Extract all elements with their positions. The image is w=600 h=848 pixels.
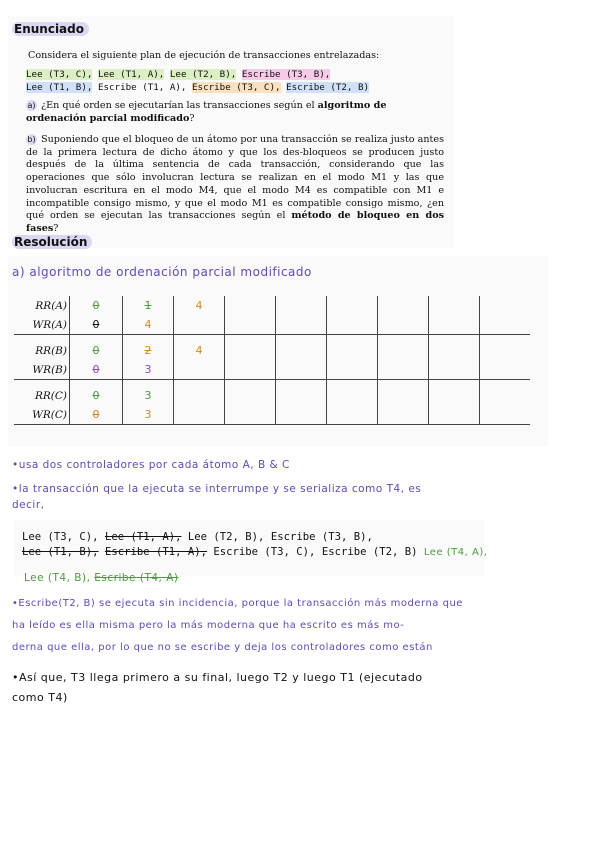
note-interrupt: •la transacción que la ejecuta se interrumpe y se serializa como T4, es decir,: [12, 483, 422, 511]
op: Lee (T3, C),: [22, 531, 99, 543]
op-added: Lee (T4, A),: [423, 547, 488, 558]
table-row: RR(C) 0 3: [14, 386, 530, 405]
op: Escribe (T2, B): [321, 546, 418, 558]
op: Escribe (T2, B): [286, 82, 370, 93]
question-marker: a): [27, 101, 36, 110]
operation-sequence: [26, 68, 446, 94]
table-row: WR(C) 0 3: [14, 405, 530, 425]
note-escribe: •Escribe(T2, B) se ejecuta sin incidencia, porque la transacción más moderna que ha leído es ella misma pero la más moderna que ha escrito es más mo- derna que ella, por lo que no se escribe y deja los controladores como están: [12, 598, 463, 653]
op: Escribe (T3, B),: [241, 69, 331, 80]
resolucion-heading: Resolución: [12, 235, 92, 249]
rewritten-sequence: [22, 530, 592, 560]
table-row: WR(A) 0 4: [14, 315, 530, 335]
op: Lee (T2, B),: [169, 69, 237, 80]
op: Lee (T3, C),: [26, 69, 93, 80]
controllers-table: [14, 296, 530, 425]
enunciado-heading: Enunciado: [12, 22, 89, 36]
op: Escribe (T3, C),: [213, 546, 316, 558]
added-ops: Lee (T4, B), Escribe (T4, A): [24, 572, 179, 584]
question-marker: b): [27, 135, 36, 144]
table-row: RR(B) 0 2 4: [14, 341, 530, 360]
intro-text: Considera el siguiente plan de ejecución de transacciones entrelazadas:: [28, 50, 380, 61]
op: Lee (T1, B),: [26, 82, 93, 93]
table-row: RR(A) 0 1 4: [14, 296, 530, 315]
op: Lee (T1, A),: [104, 531, 182, 543]
table-row: WR(B) 0 3: [14, 360, 530, 380]
question-b: b) Suponiendo que el bloqueo de un átomo por una transacción se realiza justo antes de la primera lectura de dicho átomo y que los des-bloqueos se producen justo después de la última sentencia de cada transacción, considerando que las operaciones que sólo involucran lectura se realizan en el modo M1 y las que involucran escritura en el modo M4, que el modo M4 es compatible con M1 e incompatible consigo mismo, y que el modo M1 es compatible consigo mismo, ¿en qué orden se ejecutan las transacciones según el método de bloqueo en dos fases?: [26, 134, 444, 234]
note-controllers: •usa dos controladores por cada átomo A, B & C: [12, 459, 290, 471]
op: Escribe (T1, A),: [104, 546, 207, 558]
question-a: a) ¿En qué orden se ejecutarían las transacciones según el algoritmo de ordenación parcial modificado?: [26, 100, 387, 124]
op: Escribe (T3, C),: [192, 82, 281, 93]
op: Escribe (T3, B),: [270, 531, 373, 543]
op: Lee (T1, B),: [22, 546, 99, 558]
op: Escribe (T1, A),: [97, 82, 187, 93]
op: Lee (T2, B),: [187, 531, 265, 543]
conclusion: •Así que, T3 llega primero a su final, luego T2 y luego T1 (ejecutado como T4): [12, 671, 423, 704]
op: Lee (T1, A),: [97, 69, 165, 80]
part-a-title: a) algoritmo de ordenación parcial modificado: [12, 265, 312, 279]
